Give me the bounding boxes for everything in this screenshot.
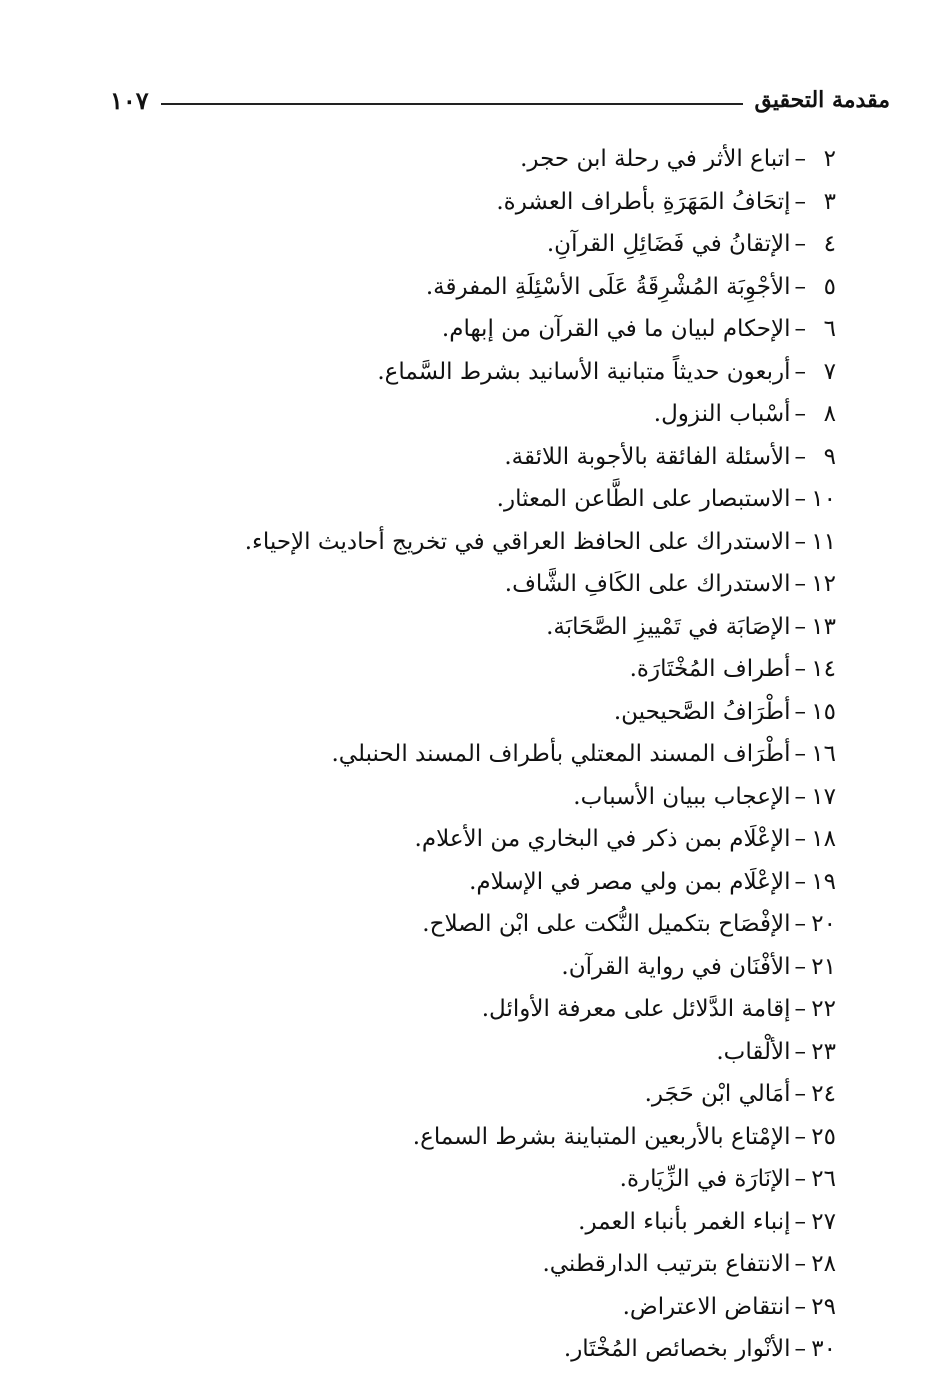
item-separator: – [794, 911, 806, 937]
list-item [136, 1031, 836, 1074]
list-item [136, 1201, 836, 1244]
item-separator: – [794, 1166, 806, 1192]
list-item [136, 563, 836, 606]
list-item [136, 1328, 836, 1371]
item-title: الإعْلَام بمن ذكر في البخاري من الأعلام. [414, 826, 791, 852]
item-separator: – [794, 1123, 806, 1150]
item-number: ١٢ [811, 571, 836, 597]
item-title: الاستبصار على الطَّاعن المعثار. [496, 486, 791, 512]
item-separator: – [794, 1038, 806, 1065]
item-title: أسْباب النزول. [653, 401, 791, 427]
item-separator: – [794, 698, 806, 725]
item-title: الاستدراك على الحافظ العراقي في تخريج أحاديث الإحياء. [244, 528, 791, 555]
item-title: انتقاض الاعتراض. [622, 1293, 791, 1320]
list-item [136, 903, 836, 946]
item-separator: – [794, 273, 806, 300]
item-number: ٦ [823, 316, 836, 342]
item-title: الإفْصَاح بتكميل النُّكت على ابْن الصلاح. [422, 911, 791, 937]
list-item [136, 1073, 836, 1116]
item-number: ١٧ [811, 783, 836, 810]
item-number: ١٥ [811, 698, 836, 725]
header-rule [161, 103, 743, 105]
item-number: ٨ [823, 401, 836, 427]
list-item [136, 1243, 836, 1286]
item-title: إتحَافُ المَهَرَةِ بأطراف العشرة. [496, 188, 791, 215]
item-title: الاستدراك على الكَافِ الشَّاف. [504, 571, 791, 597]
item-number: ٢ [823, 146, 836, 172]
item-number: ٧ [823, 358, 836, 385]
item-separator: – [794, 1251, 806, 1277]
item-separator: – [794, 528, 806, 555]
item-number: ٢٠ [811, 911, 836, 937]
item-separator: – [794, 316, 806, 342]
item-separator: – [794, 1208, 806, 1235]
item-number: ٤ [823, 231, 836, 257]
item-title: أطراف المُخْتَارَة. [629, 656, 791, 682]
item-title: الإمْتاع بالأربعين المتباينة بشرط السماع. [412, 1123, 791, 1150]
item-title: الأفْنَان في رواية القرآن. [561, 953, 791, 980]
item-title: أمَالي ابْن حَجَر. [644, 1081, 791, 1107]
list-item [136, 138, 836, 181]
item-separator: – [794, 826, 806, 852]
list-item [136, 691, 836, 734]
list-item [136, 776, 836, 819]
item-separator: – [794, 231, 806, 257]
list-item [136, 181, 836, 224]
item-number: ١٦ [811, 741, 836, 767]
item-separator: – [794, 486, 806, 512]
item-number: ١٤ [811, 656, 836, 682]
item-title: الإنَارَة في الزِّيَارة. [619, 1166, 791, 1192]
item-number: ٢٢ [811, 996, 836, 1022]
item-title: إنباء الغمر بأنباء العمر. [578, 1208, 791, 1235]
item-separator: – [794, 953, 806, 980]
item-number: ١٩ [811, 868, 836, 895]
item-separator: – [794, 1336, 806, 1362]
running-title: مقدمة التحقيق [754, 87, 890, 113]
item-number: ٣٠ [811, 1336, 836, 1362]
item-separator: – [794, 1293, 806, 1320]
item-title: الإعجاب ببيان الأسباب. [573, 783, 791, 810]
list-item [136, 606, 836, 649]
item-title: الأجْوِبَة المُشْرِقَةُ عَلَى الأسْئِلَةِ المفرقة. [425, 273, 791, 300]
item-title: أطْرَافُ الصَّحيحين. [613, 698, 791, 725]
item-number: ٣ [823, 188, 836, 215]
item-number: ٥ [823, 273, 836, 300]
page-header [110, 80, 890, 120]
item-title: الانتفاع بترتيب الدارقطني. [542, 1251, 791, 1277]
item-separator: – [794, 656, 806, 682]
list-item [136, 988, 836, 1031]
item-separator: – [794, 996, 806, 1022]
item-title: الإتقانُ في فَضَائِلِ القرآنِ. [546, 231, 791, 257]
list-item [136, 223, 836, 266]
list-item [136, 436, 836, 479]
list-item [136, 478, 836, 521]
item-separator: – [794, 868, 806, 895]
item-separator: – [794, 188, 806, 215]
item-number: ٢١ [811, 953, 836, 980]
list-item [136, 861, 836, 904]
item-title: إقامة الدَّلائل على معرفة الأوائل. [481, 996, 791, 1022]
list-item [136, 946, 836, 989]
item-title: الألْقاب. [716, 1038, 791, 1065]
item-separator: – [794, 783, 806, 810]
item-number: ٢٥ [811, 1123, 836, 1150]
item-number: ٩ [823, 443, 836, 470]
item-number: ٢٤ [811, 1081, 836, 1107]
item-separator: – [794, 741, 806, 767]
item-number: ١٣ [811, 613, 836, 640]
item-separator: – [794, 1081, 806, 1107]
item-title: الأسئلة الفائقة بالأجوبة اللائقة. [504, 443, 791, 470]
item-title: الإحكام لبيان ما في القرآن من إبهام. [441, 316, 791, 342]
list-item [136, 1286, 836, 1329]
item-number: ٢٧ [811, 1208, 836, 1235]
item-title: أربعون حديثاً متبانية الأسانيد بشرط السَّماع. [377, 358, 791, 385]
list-item [136, 648, 836, 691]
item-number: ١٨ [811, 826, 836, 852]
item-separator: – [794, 401, 806, 427]
item-title: الإصَابَة في تَمْييزِ الصَّحَابَة. [546, 613, 791, 640]
book-list [136, 138, 836, 1371]
list-item [136, 1116, 836, 1159]
item-title: الأنْوار بخصائص المُخْتَار. [563, 1336, 791, 1362]
item-separator: – [794, 613, 806, 640]
page-number: ١٠٧ [110, 85, 149, 115]
item-number: ٢٣ [811, 1038, 836, 1065]
item-separator: – [794, 358, 806, 385]
list-item [136, 818, 836, 861]
item-number: ١١ [811, 528, 836, 555]
list-item [136, 308, 836, 351]
item-title: اتباع الأثر في رحلة ابن حجر. [520, 146, 791, 172]
list-item [136, 521, 836, 564]
item-title: أطْرَاف المسند المعتلي بأطراف المسند الحنبلي. [331, 741, 791, 767]
list-item [136, 393, 836, 436]
item-separator: – [794, 571, 806, 597]
item-separator: – [794, 146, 806, 172]
item-number: ٢٩ [811, 1293, 836, 1320]
list-item [136, 733, 836, 776]
list-item [136, 266, 836, 309]
item-title: الإعْلَام بمن ولي مصر في الإسلام. [469, 868, 791, 895]
item-number: ٢٦ [811, 1166, 836, 1192]
item-number: ١٠ [811, 486, 836, 512]
item-number: ٢٨ [811, 1251, 836, 1277]
list-item [136, 351, 836, 394]
list-item [136, 1158, 836, 1201]
item-separator: – [794, 443, 806, 470]
